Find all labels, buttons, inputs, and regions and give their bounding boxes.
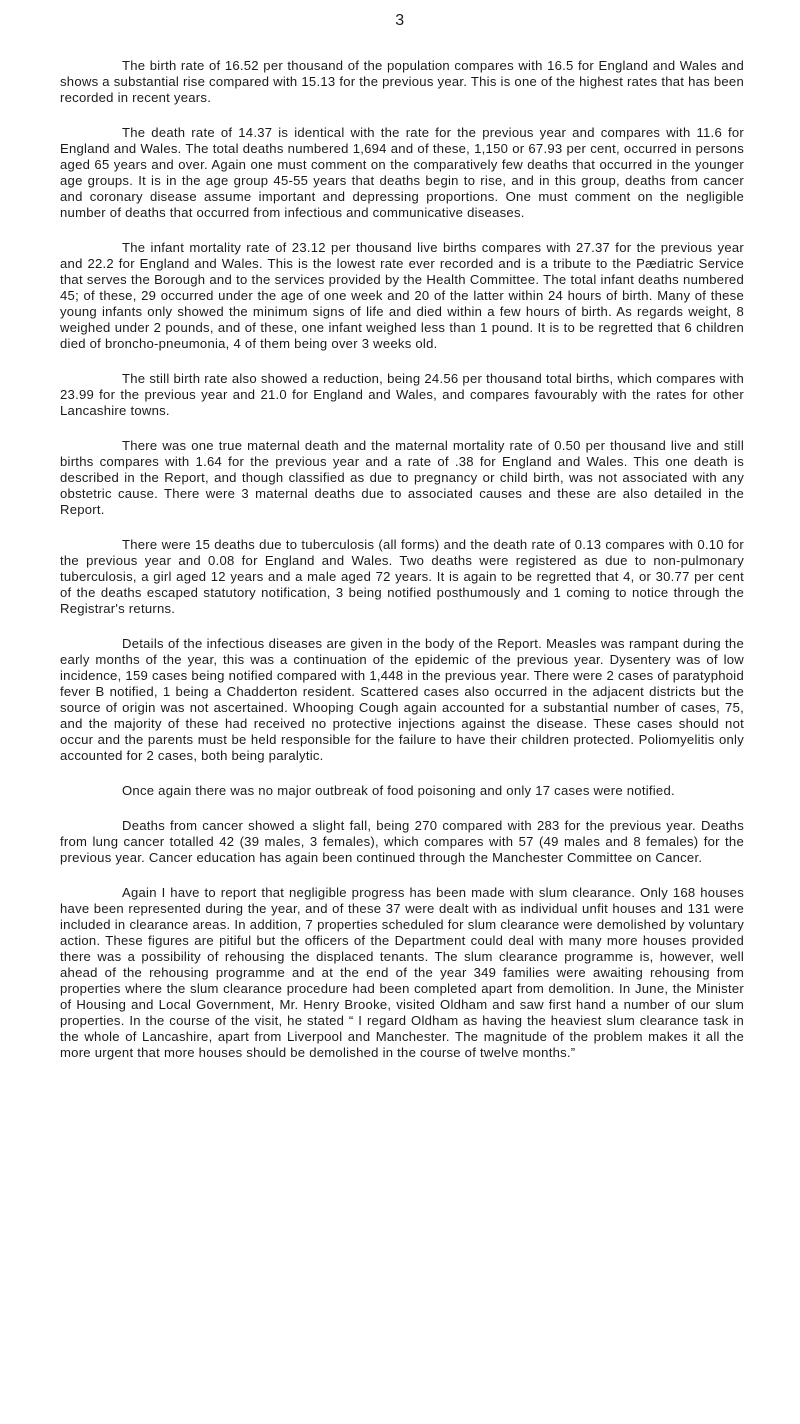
paragraph-food-poisoning: Once again there was no major outbreak of food poisoning and only 17 cases were notified.: [122, 783, 675, 798]
paragraph-slum-clearance: Again I have to report that negligible progress has been made with slum clearance. Only 168 houses have been represented during the year, and of these 37 were dealt with as individual unfit houses and 131 were included in clearance areas. In addition, 7 properties scheduled for slum clearance were demolished by voluntary action. These figures are pitiful but the officers of the Department could deal with many more houses provided there was a possibility of rehousing the displaced tenants. The slum clearance programme is, however, well ahead of the rehousing programme and at the end of the year 349 families were awaiting rehousing from properties where the slum clearance procedure had been completed apart from demolition. In June, the Minister of Housing and Local Government, Mr. Henry Brooke, visited Oldham and saw first hand a number of our slum properties. In the course of the visit, he stated “ I regard Oldham as having the heaviest slum clearance task in the whole of Lancashire, apart from Liverpool and Manchester. The magnitude of the problem makes it all the more urgent that more houses should be demolished in the course of twelve months.”: [60, 885, 744, 1060]
paragraph-still-birth-rate: The still birth rate also showed a reduction, being 24.56 per thousand total births, which compares with 23.99 for the previous year and 21.0 for England and Wales, and compares favourably with the rates for other Lancashire towns.: [60, 371, 744, 418]
paragraph-infectious-diseases: Details of the infectious diseases are given in the body of the Report. Measles was rampant during the early months of the year, this was a continuation of the epidemic of the previous year. Dysentery was of low incidence, 159 cases being notified compared with 1,448 in the previous year. There were 2 cases of paratyphoid fever B notified, 1 being a Chadderton resident. Scattered cases also occurred in the adjacent districts but the source of origin was not ascertained. Whooping Cough again accounted for a substantial number of cases, 75, and the majority of these had received no protective injections against the disease. These cases should not occur and the parents must be held responsible for the failure to have their children protected. Poliomyelitis only accounted for 2 cases, both being paralytic.: [60, 636, 744, 763]
page-number: 3: [395, 12, 405, 29]
paragraph-maternal-death: There was one true maternal death and the maternal mortality rate of 0.50 per thousand live and still births compares with 1.64 for the previous year and a rate of .38 for England and Wales. This one death is described in the Report, and though classified as due to pregnancy or child birth, was not associated with any obstetric cause. There were 3 maternal deaths due to associated causes and these are also detailed in the Report.: [60, 438, 744, 517]
paragraph-infant-mortality: The infant mortality rate of 23.12 per thousand live births compares with 27.37 for the previous year and 22.2 for England and Wales. This is the lowest rate ever recorded and is a tribute to the Pædiatric Service that serves the Borough and to the services provided by the Health Committee. The total infant deaths numbered 45; of these, 29 occurred under the age of one week and 20 of the latter within 24 hours of birth. Many of these young infants only showed the minimum signs of life and died within a few hours of birth. As regards weight, 8 weighed under 2 pounds, and of these, one infant weighed less than 1 pound. It is to be regretted that 6 children died of broncho-pneumonia, 4 of them being over 3 weeks old.: [60, 240, 744, 351]
document-body: [60, 58, 744, 1080]
paragraph-death-rate: The death rate of 14.37 is identical with the rate for the previous year and compares with 11.6 for England and Wales. The total deaths numbered 1,694 and of these, 1,150 or 67.93 per cent, occurred in persons aged 65 years and over. Again one must comment on the comparatively few deaths that occurred in the younger age groups. It is in the age group 45-55 years that deaths begin to rise, and in this group, deaths from cancer and coronary disease assume important and depressing proportions. One must comment on the negligible number of deaths that occurred from infectious and communicative diseases.: [60, 125, 744, 220]
paragraph-birth-rate: The birth rate of 16.52 per thousand of the population compares with 16.5 for England and Wales and shows a substantial rise compared with 15.13 for the previous year. This is one of the highest rates that has been recorded in recent years.: [60, 58, 744, 105]
paragraph-tuberculosis: There were 15 deaths due to tuberculosis (all forms) and the death rate of 0.13 compares with 0.10 for the previous year and 0.08 for England and Wales. Two deaths were registered as due to non-pulmonary tuberculosis, a girl aged 12 years and a male aged 72 years. It is again to be regretted that 4, or 30.77 per cent of the deaths escaped statutory notification, 3 being notified posthumously and 1 coming to notice through the Registrar's returns.: [60, 537, 744, 616]
paragraph-cancer: Deaths from cancer showed a slight fall, being 270 compared with 283 for the previous year. Deaths from lung cancer totalled 42 (39 males, 3 females), which compares with 57 (49 males and 8 females) for the previous year. Cancer education has again been continued through the Manchester Committee on Cancer.: [60, 818, 744, 865]
